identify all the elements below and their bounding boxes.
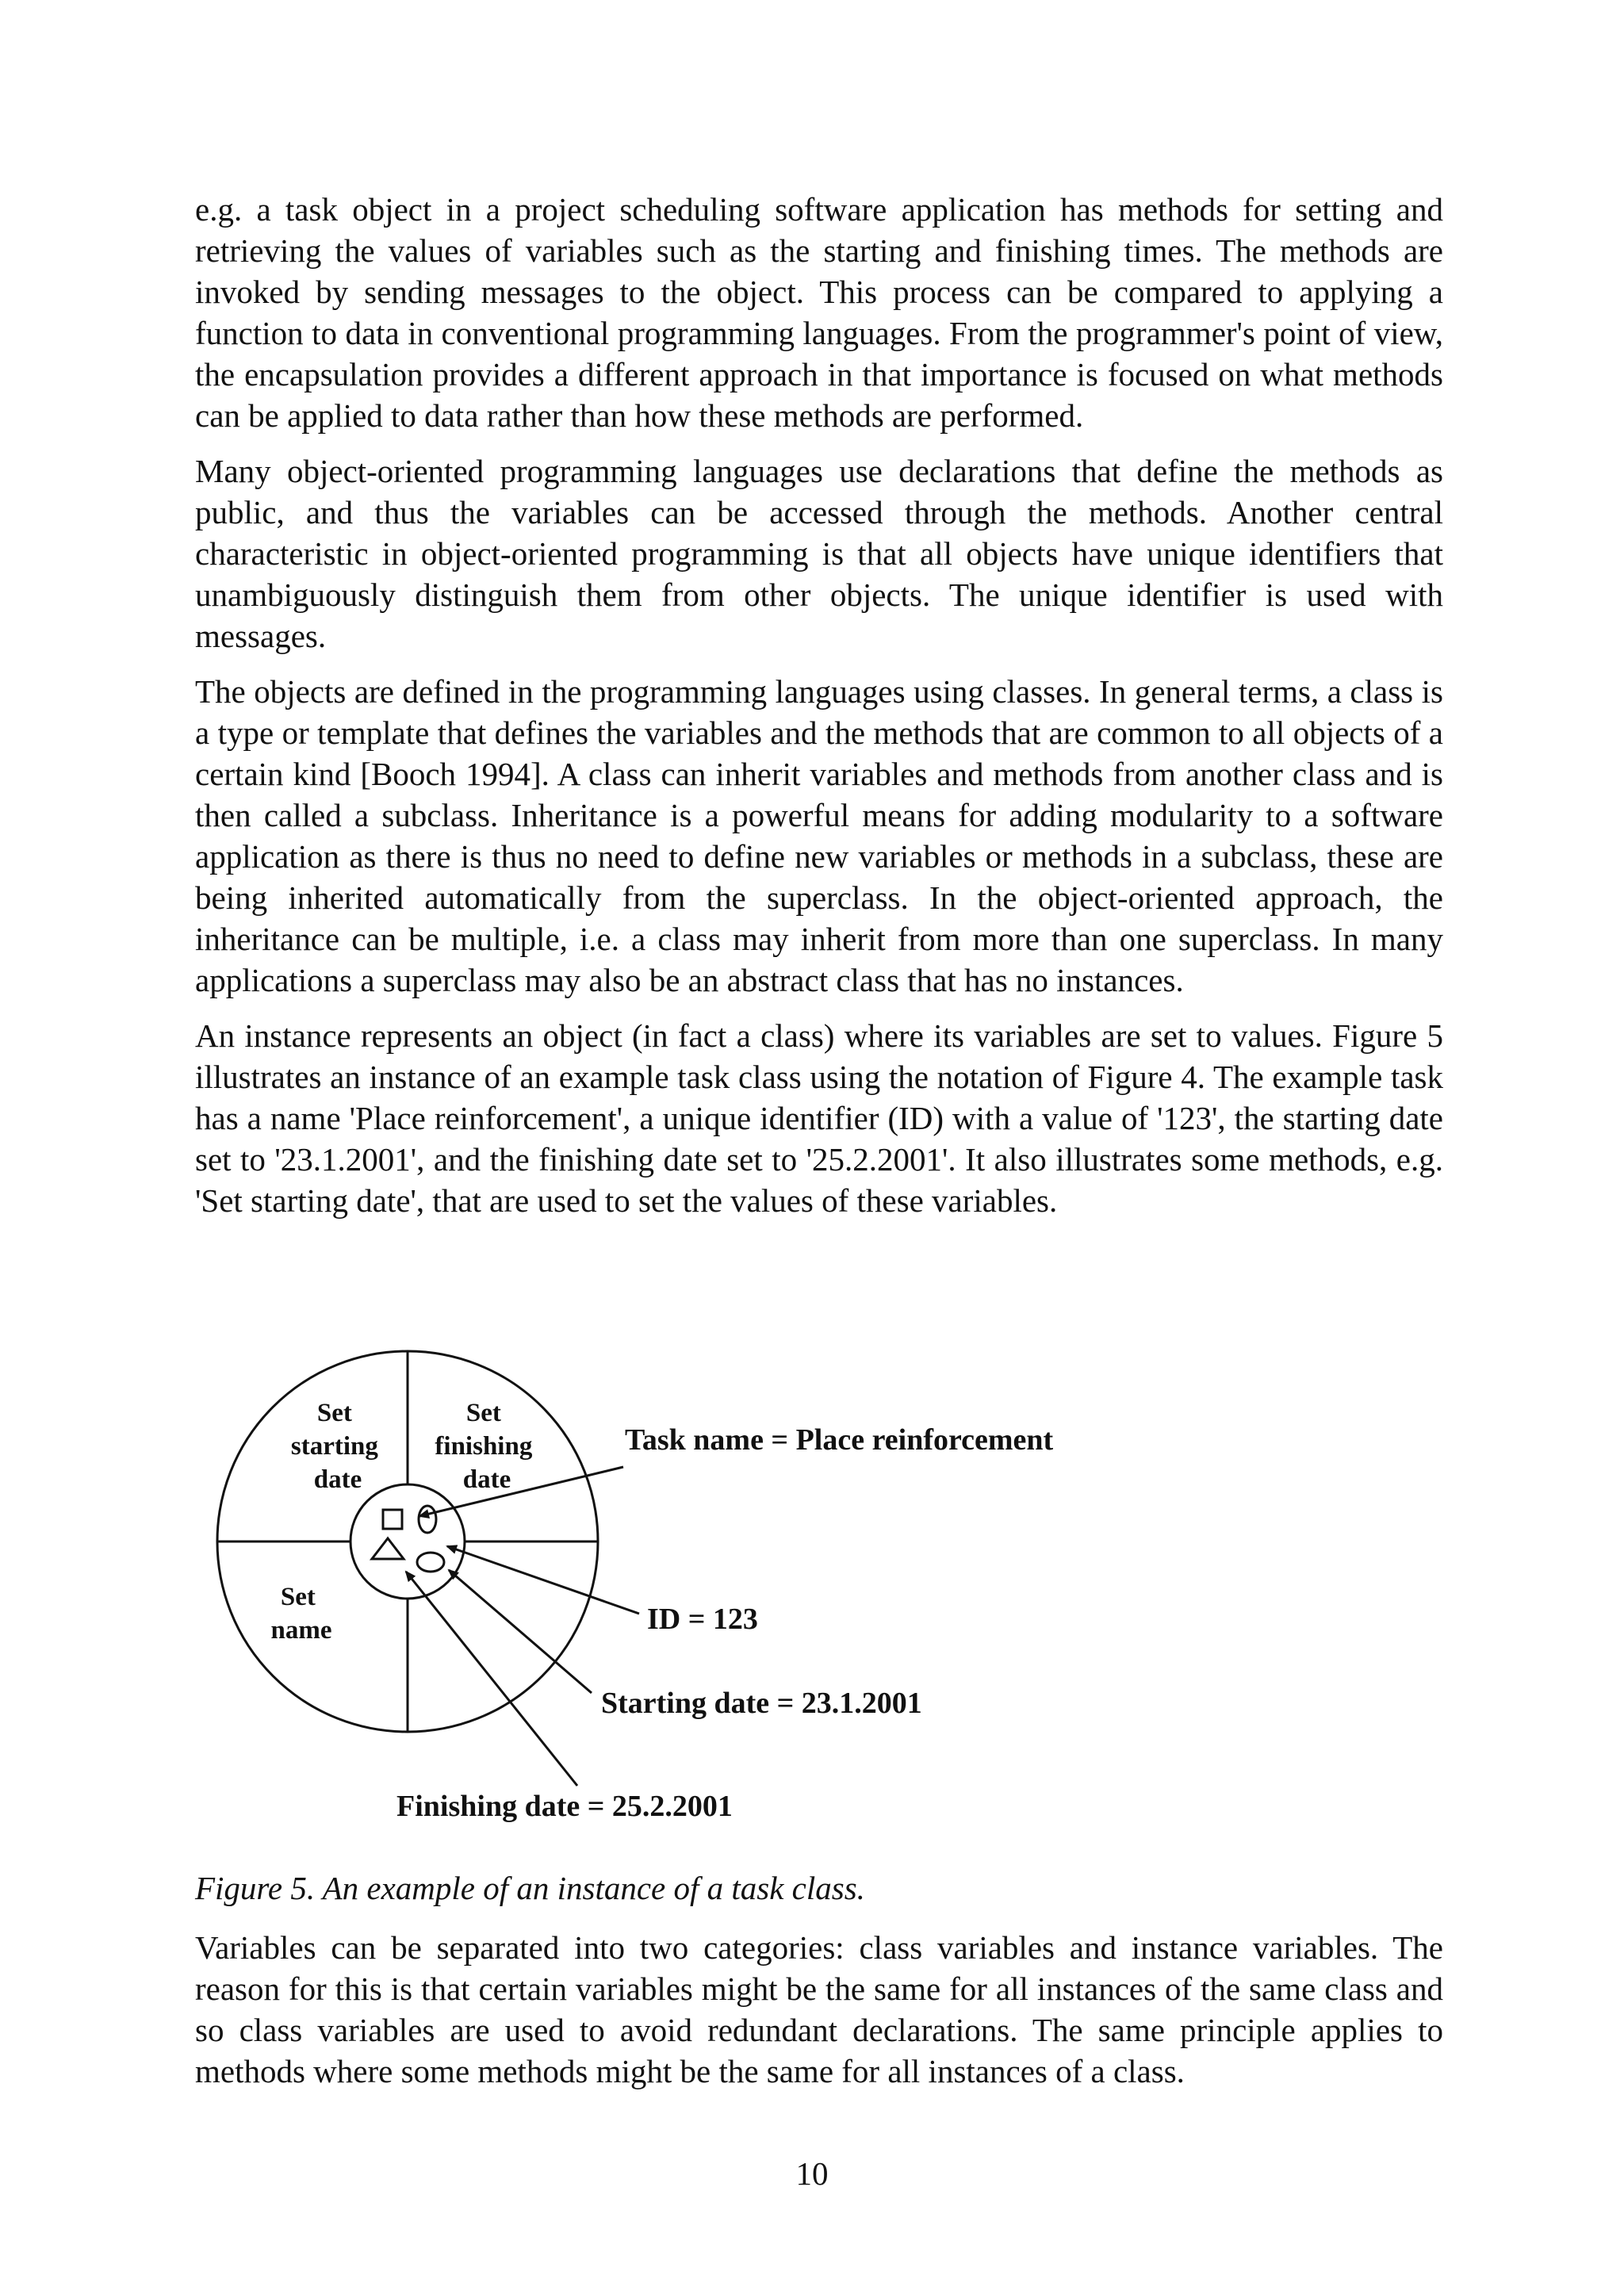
paragraph-classes: The objects are defined in the programming languages using classes. In general terms, a class is a type or template that defines the variables and the methods that are common to all objects of a certain kind [Booch 1994]. A class can inherit variables and methods from another class and is then called a subclass. Inheritance is a powerful means for adding modularity to a software application as there is thus no need to define new variables or methods in a subclass, these are being inherited automatically from the superclass. In the object-oriented approach, the inheritance can be multiple, i.e. a class may inherit from more than one superclass. In many applications a superclass may also be an abstract class that has no instances. (195, 673, 1443, 998)
instance-diagram (195, 1340, 1147, 1855)
arrow-finishing-date (406, 1572, 577, 1786)
method-set-name: Set name (270, 1583, 332, 1645)
paragraph-encapsulation: e.g. a task object in a project scheduling software application has methods for setting and retrieving the values of variables such as the starting and finishing times. The methods are invoked by sending messages to the object. This process can be compared to applying a function to data in conventional programming languages. From the programmer's point of view, the encapsulation provides a different approach in that importance is focused on what methods can be applied to data rather than how these methods are performed. (195, 191, 1443, 434)
triangle-symbol (372, 1538, 404, 1559)
page-body-continued (195, 1927, 1443, 2106)
figure-caption: Figure 5. An example of an instance of a task class. (195, 1870, 865, 1906)
ellipse-symbol (419, 1506, 436, 1533)
label-id: ID = 123 (647, 1603, 758, 1636)
figure-task-instance (195, 1340, 1147, 1855)
arrow-id (447, 1546, 639, 1614)
page-body (195, 189, 1443, 1235)
page-number: 10 (795, 2155, 829, 2192)
method-set-finishing-date: Set finishing date (435, 1399, 533, 1494)
paragraph-identifiers: Many object-oriented programming languages use declarations that define the methods as public, and thus the variables can be accessed through the methods. Another central characteristic in object-oriented programming is that all objects have unique identifiers that unambiguously distinguish them from other objects. The unique identifier is used with messages. (195, 453, 1443, 654)
label-finishing-date: Finishing date = 25.2.2001 (396, 1790, 733, 1823)
paragraph-instance: An instance represents an object (in fact a class) where its variables are set to values. Figure 5 illustrates an instance of an example task class using the notation of Figure 4. The example task has a name 'Place reinforcement', a unique identifier (ID) with a value of '123', the starting date set to '23.1.2001', and the finishing date set to '25.2.2001'. It also illustrates some methods, e.g. 'Set starting date', that are used to set the values of these variables. (195, 1017, 1443, 1219)
label-starting-date: Starting date = 23.1.2001 (601, 1687, 922, 1720)
arrow-task-name (419, 1467, 623, 1516)
label-task-name: Task name = Place reinforcement (625, 1423, 1054, 1457)
method-set-starting-date: Set starting date (290, 1399, 378, 1494)
inner-circle (350, 1484, 465, 1599)
paragraph-class-variables: Variables can be separated into two categories: class variables and instance variables. The reason for this is that certain variables might be the same for all instances of the same class and so class variables are used to avoid redundant declarations. The same principle applies to methods where some methods might be the same for all instances of a class. (195, 1929, 1443, 2089)
oval-symbol (417, 1553, 444, 1572)
square-symbol (383, 1510, 402, 1529)
